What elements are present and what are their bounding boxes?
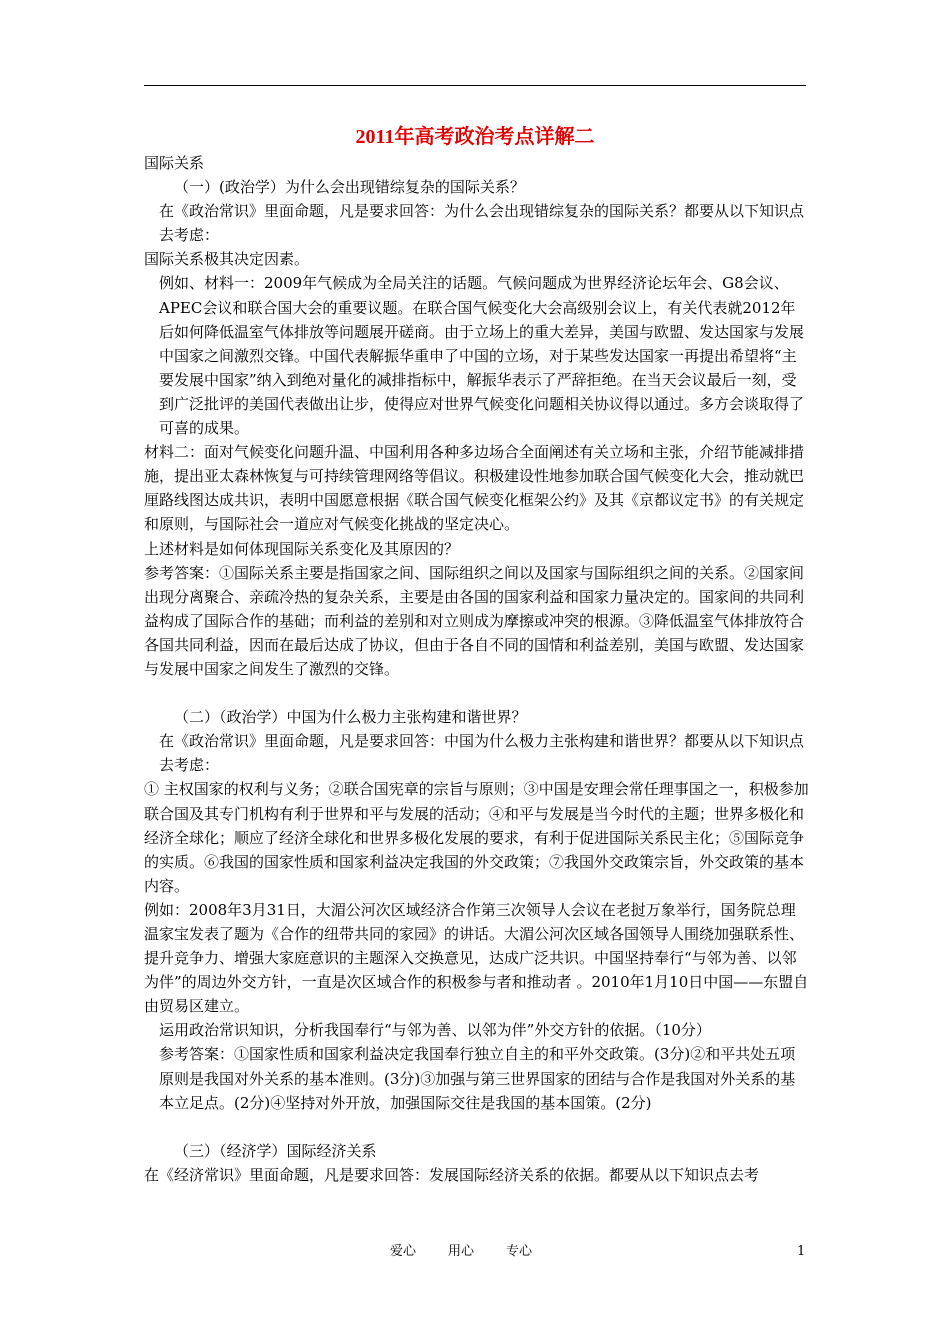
paragraph: （三）（经济学）国际经济关系 [174, 1141, 377, 1160]
paragraph: 例如、材料一：2009年气候成为全局关注的话题。气候问题成为世界经济论坛年会、G8会议、APEC会议和联合国大会的重要议题。在联合国气候变化大会高级别会议上，有关代表就2012年后如何降低温室气体排放等问题展开磋商。由于立场上的重大差异，美国与欧盟、发达国家与发展中国家之间激烈交锋。中国代表解振华重申了中国的立场，对于某些发达国家一再提出希望将“主要发展中国家”纳入到绝对量化的减排指标中，解振华表示了严辞拒绝。在当天会议最后一刻，受到广泛批评的美国代表做出让步，使得应对世界气候变化问题相关协议得以通过。多方会谈取得了可喜的成果。 [159, 274, 805, 438]
document-body [144, 151, 810, 1187]
footer-item: 专心 [506, 1244, 533, 1259]
paragraph: 例如：2008年3月31日，大湄公河次区域经济合作第三次领导人会议在老挝万象举行，国务院总理温家宝发表了题为《合作的纽带共同的家园》的讲话。大湄公河次区域各国领导人围绕加强联系性、提升竞争力、增强大家庭意识的主题深入交换意见，达成广泛共识。中国坚持奉行“与邻为善、以邻为伴”的周边外交方针，一直是次区域合作的积极参与者和推动者 。2010年1月10日中国——东盟自由贸易区建立。 [144, 900, 809, 1016]
paragraph: 国际关系极其决定因素。 [144, 250, 310, 269]
blank-line [144, 681, 810, 705]
paragraph: （一）(政治学）为什么会出现错综复杂的国际关系？ [174, 178, 525, 197]
paragraph: 材料二：面对气候变化问题升温、中国利用各种多边场合全面阐述有关立场和主张，介绍节能减排措施，提出亚太森林恢复与可持续管理网络等倡议。积极建设性地参加联合国气候变化大会，推动就巴厘路线图达成共识，表明中国愿意根据《联合国气候变化框架公约》及其《京都议定书》的有关规定和原则，与国际社会一道应对气候变化挑战的坚定决心。 [144, 443, 805, 534]
paragraph: 在《经济常识》里面命题，凡是要求回答：发展国际经济关系的依据。都要从以下知识点去考 [144, 1165, 760, 1184]
blank-line [144, 1115, 810, 1139]
paragraph: 参考答案：①国家性质和国家利益决定我国奉行独立自主的和平外交政策。(3分)②和平共处五项原则是我国对外关系的基本准则。(3分)③加强与第三世界国家的团结与合作是我国对外关系的基本立足点。(2分)④坚持对外开放，加强国际交往是我国的基本国策。(2分) [159, 1045, 796, 1112]
footer-motto [390, 1243, 564, 1261]
page-number: 1 [797, 1244, 806, 1259]
paragraph: ① 主权国家的权利与义务；②联合国宪章的宗旨与原则；③中国是安理会常任理事国之一，积极参加联合国及其专门机构有利于世界和平与发展的活动；④和平与发展是当今时代的主题；世界多极化和经济全球化；顺应了经济全球化和世界多极化发展的要求，有利于促进国际关系民主化；⑤国际竞争的实质。⑥我国的国家性质和国家利益决定我国的外交政策；⑦我国外交政策宗旨，外交政策的基本内容。 [144, 780, 809, 895]
paragraph: 参考答案：①国际关系主要是指国家之间、国际组织之间以及国家与国际组织之间的关系。②国家间出现分离聚合、亲疏冷热的复杂关系，主要是由各国的国家利益和国家力量决定的。国家间的共同利益构成了国际合作的基础；而利益的差别和对立则成为摩擦或冲突的根源。③降低温室气体排放符合各国共同利益，因而在最后达成了协议，但由于各自不同的国情和利益差别，美国与欧盟、发达国家与发展中国家之间发生了激烈的交锋。 [144, 563, 805, 678]
paragraph: 在《政治常识》里面命题，凡是要求回答：中国为什么极力主张构建和谐世界？都要从以下知识点去考虑： [159, 732, 805, 775]
footer-item: 爱心 [390, 1244, 417, 1259]
paragraph: 运用政治常识知识，分析我国奉行“与邻为善、以邻为伴”外交方针的依据。（10分） [159, 1021, 711, 1040]
paragraph: （二）（政治学）中国为什么极力主张构建和谐世界？ [174, 708, 527, 727]
paragraph: 上述材料是如何体现国际关系变化及其原因的？ [144, 539, 460, 558]
footer-item: 用心 [448, 1244, 475, 1259]
paragraph: 在《政治常识》里面命题，凡是要求回答：为什么会出现错综复杂的国际关系？都要从以下知识点去考虑： [159, 202, 805, 245]
paragraph: 国际关系 [144, 154, 205, 172]
header-rule [144, 85, 806, 86]
document-title: 2011年高考政治考点详解二 [355, 126, 595, 148]
